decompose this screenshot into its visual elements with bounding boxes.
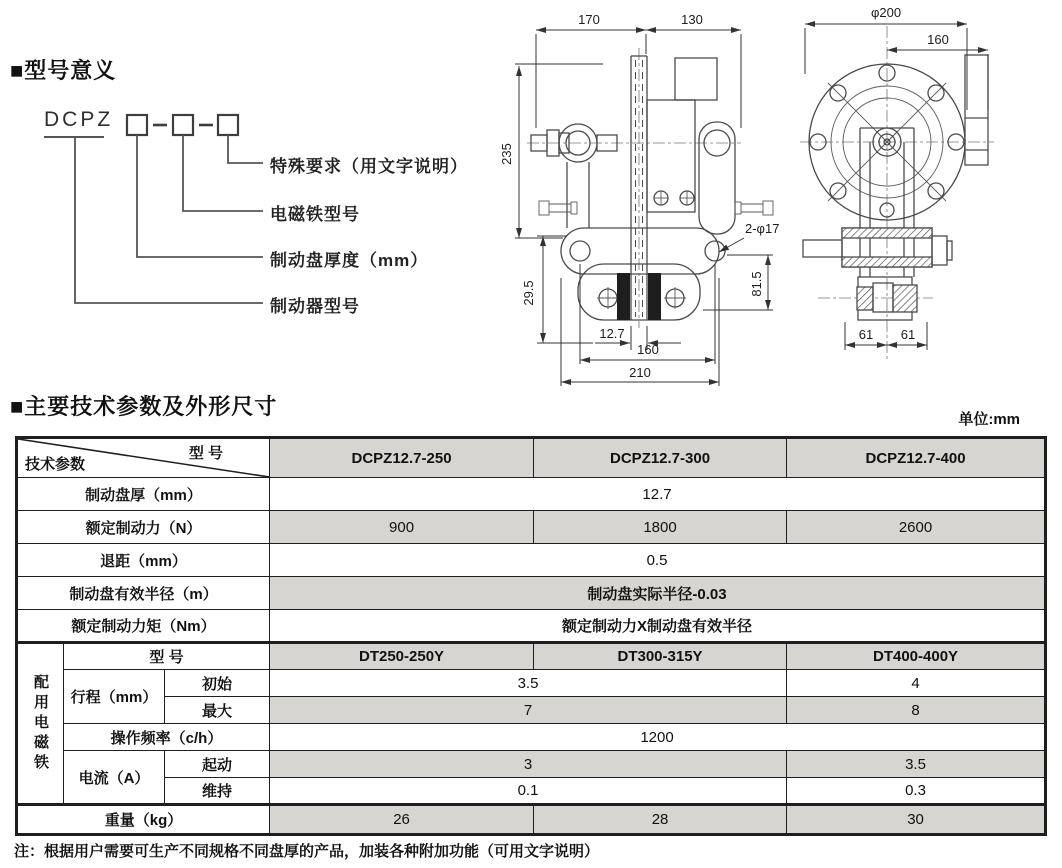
sub-row-label: 起动 (165, 751, 270, 778)
value-cell: 3 (270, 751, 787, 778)
value-cell: 额定制动力X制动盘有效半径 (270, 610, 1046, 643)
value-cell: 3.5 (270, 670, 787, 697)
table-row-disc-thickness (17, 478, 1046, 511)
front-dim-235: 235 (499, 143, 514, 165)
table-row-stroke-max (17, 697, 1046, 724)
side-view-drawing (798, 0, 1062, 372)
table-row-weight (17, 805, 1046, 835)
label-brake-model: 制动器型号 (270, 297, 360, 316)
table-row-effective-radius (17, 577, 1046, 610)
table-row-current-hold (17, 778, 1046, 805)
value-cell: 8 (787, 697, 1046, 724)
value-cell: 2600 (787, 511, 1046, 544)
value-cell: 1200 (270, 724, 1046, 751)
corner-cell (17, 438, 270, 478)
row-label: 退距（mm） (17, 544, 270, 577)
table-row-current-start (17, 751, 1046, 778)
front-dim-81-5: 81.5 (749, 271, 764, 297)
value-cell: 1800 (534, 511, 787, 544)
corner-label-model: 型 号 (188, 445, 224, 462)
table-row-retreat (17, 544, 1046, 577)
value-cell: 0.1 (270, 778, 787, 805)
value-cell: 4 (787, 670, 1046, 697)
front-dim-130: 130 (681, 12, 703, 27)
value-cell: 7 (270, 697, 787, 724)
front-dim-29-5: 29.5 (521, 280, 536, 306)
row-label: 操作频率（c/h） (64, 724, 270, 751)
model-header: DCPZ12.7-400 (787, 438, 1046, 478)
side-dim-61-right: 61 (900, 327, 916, 342)
row-label: 重量（kg） (17, 805, 270, 835)
row-label: 额定制动力矩（Nm） (17, 610, 270, 643)
value-cell: 12.7 (270, 478, 1046, 511)
section-heading-model-meaning: ■型号意义 (10, 58, 117, 83)
row-label: 电流（A） (64, 751, 165, 805)
model-code-prefix: DCPZ (44, 108, 114, 131)
table-footnote: 注：根据用户需要可生产不同规格不同盘厚的产品，加装各种附加功能（可用文字说明） (14, 843, 600, 860)
table-row-rated-force (17, 511, 1046, 544)
value-cell: 26 (270, 805, 534, 835)
model-header: DCPZ12.7-250 (270, 438, 534, 478)
value-cell: 3.5 (787, 751, 1046, 778)
model-diagram-lines (0, 95, 470, 320)
front-dim-160: 160 (637, 342, 659, 357)
row-label: 制动盘有效半径（m） (17, 577, 270, 610)
label-special-requirements: 特殊要求（用文字说明） (270, 157, 468, 176)
front-holes-note: 2-φ17 (745, 221, 780, 236)
value-cell: 0.3 (787, 778, 1046, 805)
unit-label: 单位:mm (958, 411, 1020, 428)
table-row-frequency (17, 724, 1046, 751)
front-dim-170: 170 (578, 12, 600, 27)
value-cell: 0.5 (270, 544, 1046, 577)
label-magnet-model: 电磁铁型号 (270, 205, 360, 224)
row-label: 行程（mm） (64, 670, 165, 724)
row-label: 额定制动力（N） (17, 511, 270, 544)
value-cell: 900 (270, 511, 534, 544)
model-diagram-connectors (75, 135, 263, 303)
model-header: DCPZ12.7-300 (534, 438, 787, 478)
side-dim-160: 160 (927, 32, 949, 47)
sub-row-label: 最大 (165, 697, 270, 724)
sub-row-label: 初始 (165, 670, 270, 697)
table-row-stroke-initial (17, 670, 1046, 697)
front-dim-12-7: 12.7 (599, 326, 625, 341)
front-dim-210: 210 (629, 365, 651, 380)
label-disc-thickness: 制动盘厚度（mm） (270, 251, 429, 270)
front-view-drawing (483, 2, 813, 390)
value-cell: DT300-315Y (534, 643, 787, 670)
model-code-boxes (44, 115, 238, 137)
value-cell: 28 (534, 805, 787, 835)
front-centerlines (527, 48, 741, 328)
spec-table (15, 436, 1047, 836)
sub-row-label: 维持 (165, 778, 270, 805)
row-label: 制动盘厚（mm） (17, 478, 270, 511)
magnet-group-label: 配用电磁铁 (17, 643, 64, 805)
value-cell: 制动盘实际半径-0.03 (270, 577, 1046, 610)
value-cell: DT250-250Y (270, 643, 534, 670)
corner-label-params: 技术参数 (25, 456, 86, 473)
table-row-rated-torque (17, 610, 1046, 643)
front-body-outline (531, 56, 735, 320)
front-dimension-lines (515, 30, 773, 386)
table-row-magnet-model (17, 643, 1046, 670)
section-heading-parameters: ■主要技术参数及外形尺寸 (10, 394, 278, 419)
side-dim-phi200: φ200 (870, 5, 902, 20)
value-cell: 30 (787, 805, 1046, 835)
row-label: 型 号 (64, 643, 270, 670)
table-row-header (17, 438, 1046, 478)
side-body-outline (803, 55, 988, 320)
side-dim-61-left: 61 (858, 327, 874, 342)
value-cell: DT400-400Y (787, 643, 1046, 670)
